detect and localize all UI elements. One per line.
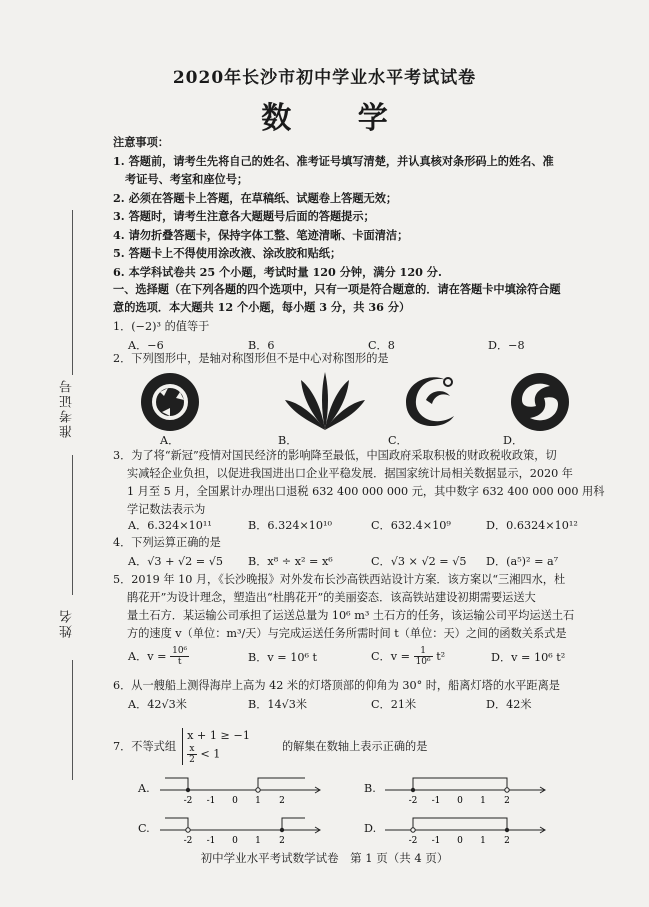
option-d[interactable]: D. xyxy=(364,822,377,835)
section-heading-line: 意的选项．本大题共 12 个小题，每小题 3 分，共 36 分） xyxy=(113,300,411,314)
name-label: 姓名 xyxy=(60,608,75,638)
svg-text:1: 1 xyxy=(255,836,261,846)
svg-text:0: 0 xyxy=(232,836,238,846)
section-heading-line: 一、选择题（在下列各题的四个选项中，只有一项是符合题意的．请在答题卡中填涂符合题 xyxy=(113,282,561,296)
notes-item: 考证号、考室和座位号； xyxy=(125,172,249,186)
svg-text:2: 2 xyxy=(279,836,285,846)
denominator: 2 xyxy=(189,755,195,765)
figure-a-recycle-icon[interactable] xyxy=(141,373,199,431)
question-stem: 的解集在数轴上表示正确的是 xyxy=(281,739,428,753)
subject-title: 数 学 xyxy=(261,101,416,136)
question-7 xyxy=(113,728,613,765)
number-line-a xyxy=(155,772,325,808)
option-text: A．v = xyxy=(128,649,167,663)
numerator: 10⁶ xyxy=(172,646,188,656)
question-stem: 3．为了将“新冠”疫情对国民经济的影响降至最低，中国政府采取积极的财政税收政策，切 xyxy=(113,449,557,462)
option-b[interactable]: B．x⁸ ÷ x² = x⁶ xyxy=(248,555,333,568)
option-d[interactable]: D．42米 xyxy=(486,698,532,711)
notes-item: 2. 必须在答题卡上答题，在草稿纸、试题卷上答题无效； xyxy=(113,190,398,205)
tick-labels xyxy=(409,796,510,806)
question-stem: 4．下列运算正确的是 xyxy=(113,536,221,549)
binding-line xyxy=(72,210,73,375)
svg-text:0: 0 xyxy=(232,796,238,806)
svg-text:2: 2 xyxy=(504,836,510,846)
svg-text:-1: -1 xyxy=(431,796,441,806)
denominator: 10⁶ xyxy=(415,657,431,667)
question-stem: 学记数法表示为 xyxy=(127,503,206,516)
option-c[interactable]: C．21米 xyxy=(371,698,417,711)
question-stem: 6．从一艘船上测得海岸上高为 42 米的灯塔顶部的仰角为 30° 时，船离灯塔的水平距离是 xyxy=(113,679,560,692)
number-line-d xyxy=(380,812,550,848)
svg-text:-1: -1 xyxy=(431,836,441,846)
exam-number-label: 准考证号 xyxy=(60,378,75,438)
number-line-c xyxy=(155,812,325,848)
inequality-system xyxy=(182,728,250,765)
option-c[interactable]: C. xyxy=(138,822,150,835)
question-2-options xyxy=(160,432,563,448)
inequality-text: < 1 xyxy=(200,747,221,761)
option-c[interactable]: C． xyxy=(388,434,408,447)
svg-text:-2: -2 xyxy=(183,796,193,806)
option-a[interactable]: A．42√3米 xyxy=(128,698,187,711)
svg-text:0: 0 xyxy=(457,836,463,846)
notes-item: 4. 请勿折叠答题卡，保持字体工整、笔迹清晰、卡面清洁； xyxy=(113,227,409,242)
question-2 xyxy=(113,350,613,368)
binding-line xyxy=(72,660,73,780)
question-3-options xyxy=(128,517,606,533)
svg-text:-1: -1 xyxy=(206,796,216,806)
notes-item: 1. 答题前，请考生先将自己的姓名、准考证号填写清楚，并认真核对条形码上的姓名、准 xyxy=(113,153,554,168)
option-a[interactable]: A．√3 + √2 = √5 xyxy=(128,555,223,568)
notes-block xyxy=(113,133,618,281)
question-stem: 1 月至 5 月，全国累计办理出口退税 632 400 000 000 元，其中数字 632 400 000 000 用科 xyxy=(127,485,605,498)
inequality-row xyxy=(187,744,250,765)
option-b[interactable]: B. xyxy=(364,782,376,795)
option-c[interactable]: C．√3 × √2 = √5 xyxy=(371,555,467,568)
notes-item: 6. 本学科试卷共 25 个小题，考试时量 120 分钟，满分 120 分. xyxy=(113,264,442,279)
option-a[interactable]: A． xyxy=(160,434,180,447)
question-stem: 7．不等式组 xyxy=(113,739,177,753)
option-c[interactable] xyxy=(371,646,491,667)
question-stem: 实减轻企业负担，以促进我国进出口企业平稳发展．据国家统计局相关数据显示，2020 年 xyxy=(127,467,573,480)
question-stem: 量土石方．某运输公司承担了运送总量为 10⁶ m³ 土石方的任务，该运输公司平均运送土石 xyxy=(127,609,575,622)
question-5 xyxy=(113,571,613,643)
inequality-row: x + 1 ≥ −1 xyxy=(187,729,250,742)
svg-text:1: 1 xyxy=(480,836,486,846)
svg-text:1: 1 xyxy=(480,796,486,806)
question-5-options xyxy=(128,646,591,667)
option-b[interactable]: B．6.324×10¹⁰ xyxy=(248,519,333,532)
svg-text:0: 0 xyxy=(457,796,463,806)
svg-text:2: 2 xyxy=(504,796,510,806)
option-d[interactable]: D．(a⁵)² = a⁷ xyxy=(486,555,559,568)
question-stem: 方的速度 v（单位：m³/天）与完成运送任务所需时间 t（单位：天）之间的函数关系式是 xyxy=(127,627,567,640)
fraction xyxy=(187,744,197,765)
question-stem: 鹃花开”为设计理念，塑造出“杜鹃花开”的美丽姿态．该高铁站建设初期需要运送大 xyxy=(127,591,536,604)
notes-item: 5. 答题卡上不得使用涂改液、涂改胶和贴纸； xyxy=(113,246,342,260)
question-4-options xyxy=(128,553,586,569)
option-d[interactable]: D． xyxy=(503,434,524,447)
question-stem: 5．2019 年 10 月，《长沙晚报》对外发布长沙高铁西站设计方案．该方案以“三湘四水，杜 xyxy=(113,573,566,586)
question-3 xyxy=(113,447,613,519)
question-6 xyxy=(113,677,628,695)
section-heading xyxy=(113,280,623,316)
tick-labels xyxy=(409,836,510,846)
option-b[interactable]: B． xyxy=(278,434,298,447)
option-b[interactable]: B．14√3米 xyxy=(248,698,308,711)
option-text: t² xyxy=(436,649,446,663)
option-a[interactable]: A．−6 xyxy=(128,339,164,352)
option-text: C．v = xyxy=(371,649,410,663)
question-4 xyxy=(113,534,613,552)
binding-line xyxy=(72,455,73,595)
svg-text:-2: -2 xyxy=(408,796,418,806)
tick-labels xyxy=(184,796,285,806)
option-b[interactable]: B．v = 10⁶ t xyxy=(248,650,317,664)
notes-item: 3. 答题时，请考生注意各大题题号后面的答题提示； xyxy=(113,209,375,223)
figure-b-petals-icon[interactable] xyxy=(285,372,365,430)
option-d[interactable]: D．v = 10⁶ t² xyxy=(491,650,566,664)
option-c[interactable]: C．8 xyxy=(368,339,395,352)
figure-c-swirl-icon[interactable] xyxy=(406,377,454,426)
question-1 xyxy=(113,318,613,336)
figure-d-emblem-icon[interactable] xyxy=(511,373,569,431)
question-stem: 2．下列图形中，是轴对称图形但不是中心对称图形的是 xyxy=(113,352,389,365)
page-title: 2020年长沙市初中学业水平考试试卷 xyxy=(172,68,477,88)
numerator: 1 xyxy=(414,646,433,657)
fraction xyxy=(170,646,189,667)
option-c[interactable]: C．632.4×10⁹ xyxy=(371,519,451,532)
denominator: t xyxy=(177,657,182,667)
question-2-figures xyxy=(138,370,608,435)
question-stem: 1．(−2)³ 的值等于 xyxy=(113,320,210,333)
page-footer: 初中学业水平考试数学试卷 第 1 页（共 4 页） xyxy=(200,851,449,865)
option-d[interactable]: D．−8 xyxy=(488,339,525,352)
option-b[interactable]: B．6 xyxy=(248,339,275,352)
notes-heading: 注意事项： xyxy=(113,135,169,149)
numerator: x xyxy=(187,744,197,755)
option-a[interactable]: A. xyxy=(138,782,150,795)
svg-text:1: 1 xyxy=(255,796,261,806)
svg-text:-2: -2 xyxy=(408,836,418,846)
option-a[interactable]: A．6.324×10¹¹ xyxy=(128,519,212,532)
svg-text:-1: -1 xyxy=(206,836,216,846)
option-d[interactable]: D．0.6324×10¹² xyxy=(486,519,578,532)
option-a[interactable] xyxy=(128,646,248,667)
svg-text:2: 2 xyxy=(279,796,285,806)
fraction xyxy=(414,646,433,667)
tick-labels xyxy=(184,836,285,846)
question-6-options xyxy=(128,696,586,712)
number-line-b xyxy=(380,772,550,808)
svg-text:-2: -2 xyxy=(183,836,193,846)
